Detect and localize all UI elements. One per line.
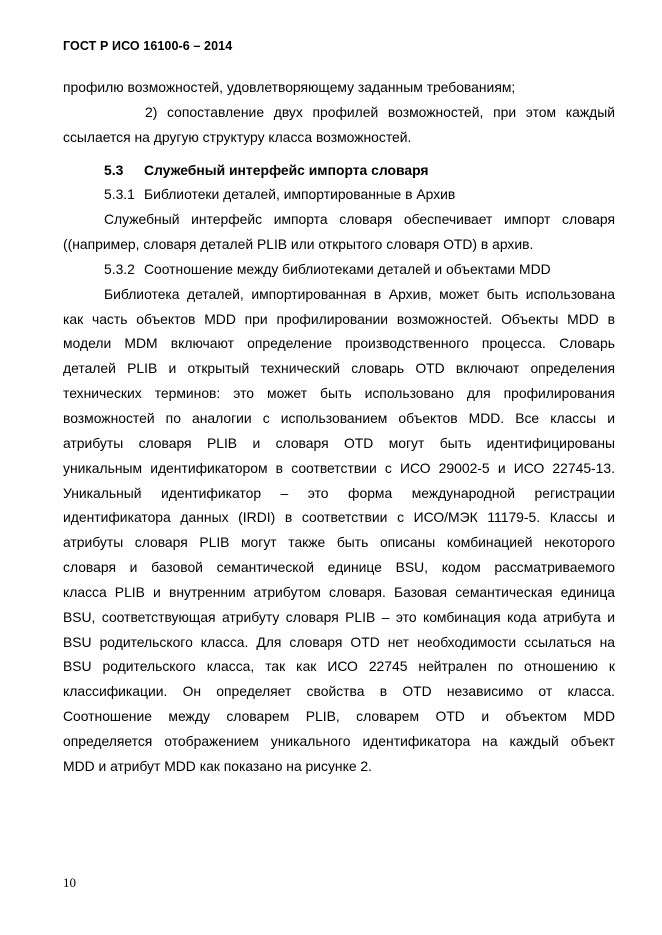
page-number: 10 [63,875,76,890]
paragraph-line: атрибуты словаря PLIB могут также быть описаны комбинацией некоторого [63,534,615,551]
subsection-number: 5.3.2 [104,260,135,277]
paragraph-line: BSU родительского класса. Для словаря OTD нет необходимости ссылаться на [63,633,615,650]
paragraph-line: профилю возможностей, удовлетворяющему заданным требованиям; [63,79,516,95]
subsection-number: 5.3.1 [104,186,135,203]
paragraph-line: Библиотека деталей, импортированная в Архив, может быть использована [104,285,615,302]
paragraph-line: BSU, соответствующая атрибуту словаря PLIB – это комбинация кода атрибута и [63,608,615,625]
paragraph-line: определяется отображением уникального идентификатора на каждый объект [63,732,615,749]
subsection-heading-5-3-2 [63,257,615,282]
paragraph-line: класса PLIB и внутренним атрибутом словаря. Базовая семантическая единица [63,583,615,600]
paragraph-line: модели MDM включают определение производственного процесса. Словарь [63,335,615,352]
paragraph-line: MDD и атрибут MDD как показано на рисунке 2. [63,757,372,774]
paragraph-line: атрибуты словаря PLIB и словаря OTD могут быть идентифицированы [63,434,615,451]
subsection-title: Соотношение между библиотеками деталей и объектами MDD [144,260,551,277]
section-title: Служебный интерфейс импорта словаря [144,161,429,178]
paragraph-line: Уникальный идентификатор – это форма международной регистрации [63,484,615,501]
paragraph-line: ((например, словаря деталей PLIB или открытого словаря OTD) в архив. [63,236,534,253]
subsection-heading-5-3-1 [63,182,615,207]
paragraph-line: уникальным идентификатором в соответствии с ИСО 29002-5 и ИСО 22745-13. [63,459,615,476]
paragraph-line: технических терминов: это может быть использовано для профилирования [63,385,615,402]
paragraph-line: идентификатора данных (IRDI) в соответствии с ИСО/МЭК 11179-5. Классы и [63,509,615,526]
section-number: 5.3 [104,161,124,178]
list-item-2-line: 2) сопоставление двух профилей возможностей, при этом каждый [145,103,615,120]
paragraph-line: возможностей по аналогии с использованием объектов MDD. Все классы и [63,409,615,426]
paragraph-line: BSU родительского класса, так как ИСО 22745 нейтрален по отношению к [63,658,615,675]
document-body [63,75,615,779]
paragraph-line: Служебный интерфейс импорта словаря обеспечивает импорт словаря [104,211,615,228]
section-heading [63,158,615,183]
paragraph-line: классификации. Он определяет свойства в OTD независимо от класса. [63,683,615,700]
subsection-title: Библиотеки деталей, импортированные в Архив [144,186,456,203]
paragraph-line: словаря и базовой семантической единице BSU, кодом рассматриваемого [63,559,615,576]
paragraph-line: деталей PLIB и открытый технический словарь OTD включают определения [63,360,615,377]
paragraph-line: Соотношение между словарем PLIB, словарем OTD и объектом MDD [63,708,615,725]
paragraph-line: как часть объектов MDD при профилировании возможностей. Объекты MDD в [63,310,615,327]
list-item-2-continuation: ссылается на другую структуру класса возможностей. [63,128,412,145]
document-header: ГОСТ Р ИСО 16100-6 – 2014 [63,39,233,53]
